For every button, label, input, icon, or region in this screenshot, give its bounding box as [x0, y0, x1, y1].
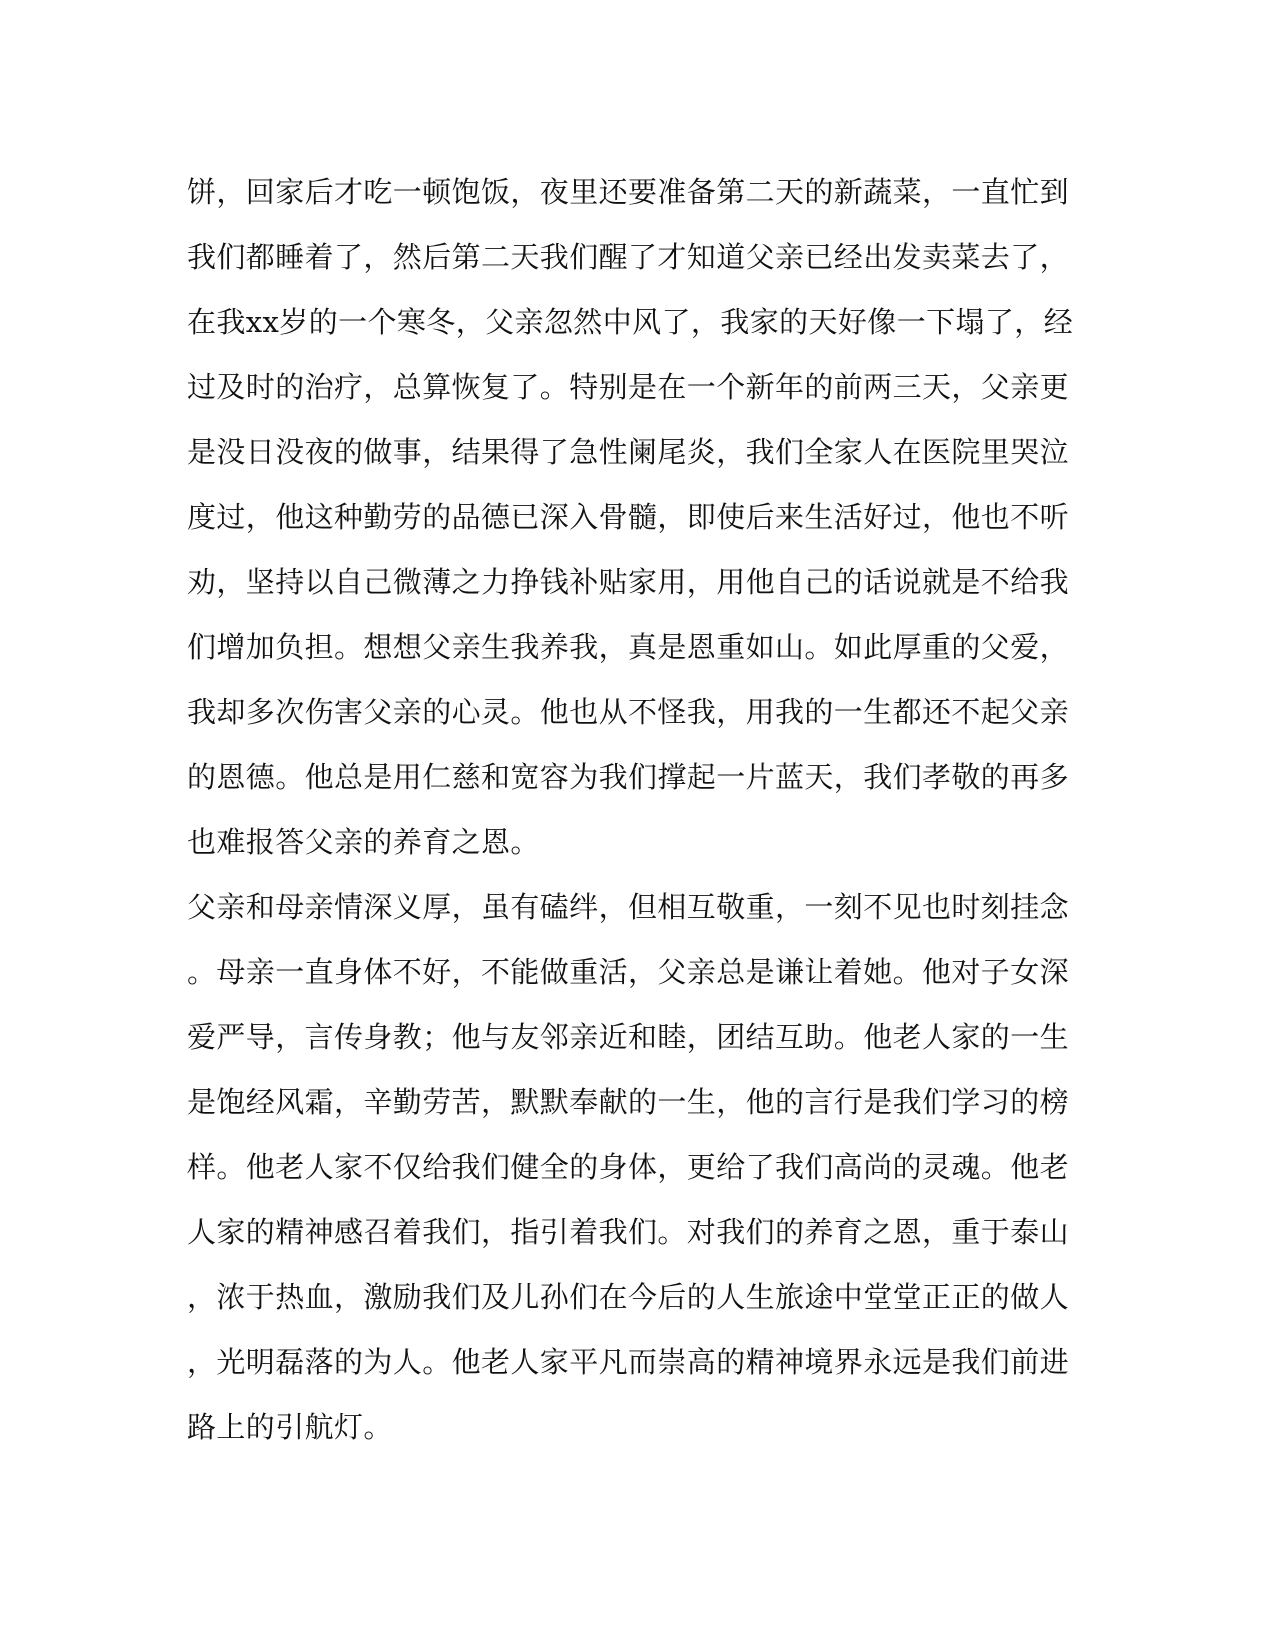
paragraph-2 — [187, 875, 1070, 1460]
text-line: 。母亲一直身体不好，不能做重活，父亲总是谦让着她。他对子女深 — [187, 955, 1070, 989]
text-line: 也难报答父亲的养育之恩。 — [187, 825, 540, 859]
text-line: 我们都睡着了，然后第二天我们醒了才知道父亲已经出发卖菜去了， — [187, 240, 1070, 274]
text-line: 父亲和母亲情深义厚，虽有磕绊，但相互敬重，一刻不见也时刻挂念 — [187, 890, 1070, 924]
text-line: 度过，他这种勤劳的品德已深入骨髓，即使后来生活好过，他也不听 — [187, 500, 1070, 534]
text-line: 在我xx岁的一个寒冬，父亲忽然中风了，我家的天好像一下塌了，经 — [187, 305, 1074, 339]
text-line: 们增加负担。想想父亲生我养我，真是恩重如山。如此厚重的父爱， — [187, 630, 1070, 664]
text-line: 的恩德。他总是用仁慈和宽容为我们撑起一片蓝天，我们孝敬的再多 — [187, 760, 1070, 794]
text-line: ，浓于热血，激励我们及儿孙们在今后的人生旅途中堂堂正正的做人 — [187, 1280, 1070, 1314]
text-line: 人家的精神感召着我们，指引着我们。对我们的养育之恩，重于泰山 — [187, 1215, 1070, 1249]
text-line: 劝，坚持以自己微薄之力挣钱补贴家用，用他自己的话说就是不给我 — [187, 565, 1070, 599]
text-line: 是没日没夜的做事，结果得了急性阑尾炎，我们全家人在医院里哭泣 — [187, 435, 1070, 469]
text-line: ，光明磊落的为人。他老人家平凡而崇高的精神境界永远是我们前进 — [187, 1345, 1070, 1379]
text-line: 爱严导，言传身教；他与友邻亲近和睦，团结互助。他老人家的一生 — [187, 1020, 1070, 1054]
text-line: 我却多次伤害父亲的心灵。他也从不怪我，用我的一生都还不起父亲 — [187, 695, 1070, 729]
paragraph-1 — [187, 160, 1074, 875]
text-line: 是饱经风霜，辛勤劳苦，默默奉献的一生，他的言行是我们学习的榜 — [187, 1085, 1070, 1119]
text-line: 过及时的治疗，总算恢复了。特别是在一个新年的前两三天，父亲更 — [187, 370, 1070, 404]
text-line: 样。他老人家不仅给我们健全的身体，更给了我们高尚的灵魂。他老 — [187, 1150, 1070, 1184]
body-text — [187, 160, 1074, 1460]
text-line: 路上的引航灯。 — [187, 1410, 393, 1444]
text-line: 饼，回家后才吃一顿饱饭，夜里还要准备第二天的新蔬菜，一直忙到 — [187, 175, 1070, 209]
